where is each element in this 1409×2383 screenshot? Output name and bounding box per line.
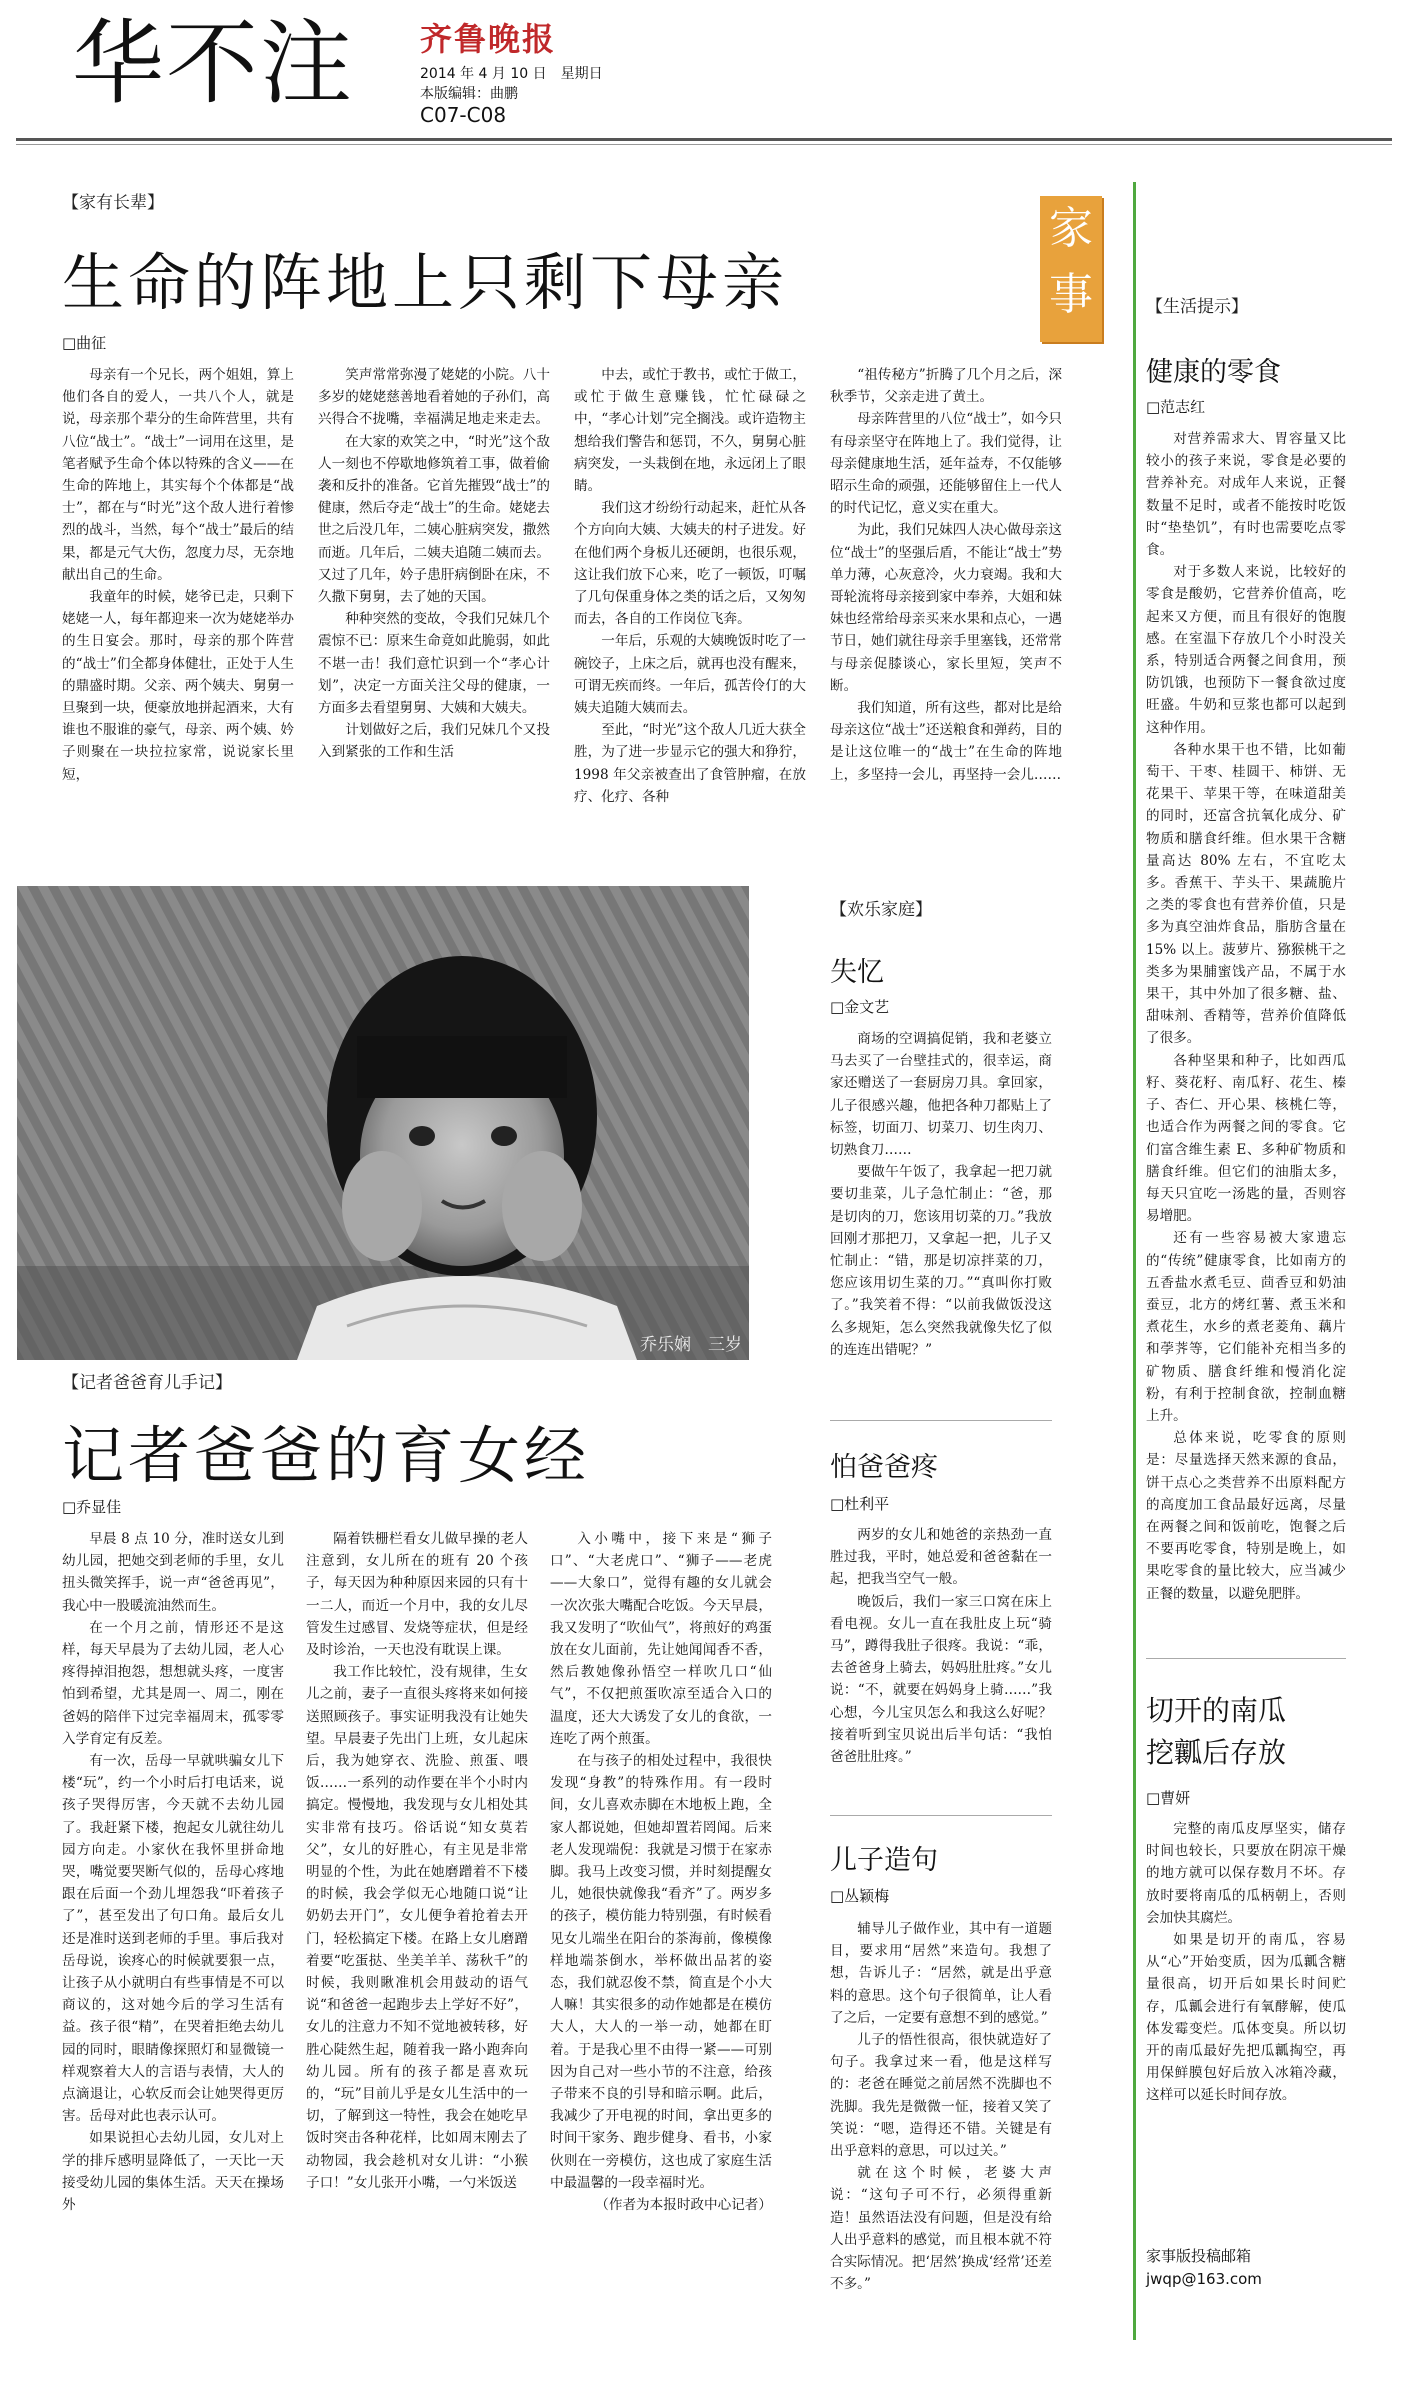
headline-line: 切开的南瓜 — [1146, 1694, 1287, 1727]
article-column — [830, 364, 1062, 870]
paragraph: 辅导儿子做作业，其中有一道题目，要求用“居然”来造句。我想了想，告诉儿子：“居然，就是出乎意料的意思。这个句子很简单，让人看了之后，一定要有意想不到的感觉。” — [830, 1921, 1052, 2026]
section-tag: 【欢乐家庭】 — [830, 900, 932, 920]
headline: 失忆 — [830, 957, 884, 988]
article-column — [830, 1524, 1052, 1814]
paragraph: 总体来说，吃零食的原则是：尽量选择天然来源的食品，饼干点心之类营养不出原料配方的高度加工食品最好远离，尽量在两餐之间和饭前吃，饱餐之后不要再吃零食，特别是晚上，如果吃零食的量比较大，应当减少正餐的数量，以避免肥胖。 — [1146, 1430, 1346, 1602]
paragraph: 在一个月之前，情形还不是这样，每天早晨为了去幼儿园，老人心疼得掉泪抱怨，想想就头疼，一度害怕到希望，尤其是周一、周二，刚在爸妈的陪伴下过完幸福周末，孤零零入学育定有反差。 — [62, 1619, 284, 1747]
byline: □曲征 — [62, 334, 107, 352]
child-photo — [17, 886, 749, 1360]
article-column — [830, 1918, 1052, 2338]
paragraph: 为此，我们兄妹四人决心做母亲这位“战士”的坚强后盾，不能让“战士”势单力薄，心灰意冷，火力衰竭。我和大哥轮流将母亲接到家中奉养，大姐和妹妹也经常给母亲买来水果和点心，一遇节日，她们就往母亲手里塞钱，还常常与母亲促膝谈心，家长里短，笑声不断。 — [830, 522, 1062, 694]
headline-line: 挖瓤后存放 — [1146, 1736, 1287, 1769]
paragraph: 如果是切开的南瓜，容易从“心”开始变质，因为瓜瓤含糖量很高，切开后如果长时间贮存，瓜瓤会进行有氧酵解，使瓜体发霉变烂。瓜体变臭。所以切开的南瓜最好先把瓜瓤掏空，再用保鲜膜包好后放入冰箱冷藏，这样可以延长时间存放。 — [1146, 1932, 1346, 2104]
submission-email[interactable]: jwqp@163.com — [1146, 2270, 1262, 2288]
headline: 健康的零食 — [1146, 357, 1281, 388]
section-tag: 【记者爸爸育儿手记】 — [62, 1373, 232, 1393]
paragraph: 一年后，乐观的大姨晚饭时吃了一碗饺子，上床之后，就再也没有醒来，可谓无疾而终。一年后，孤苦伶仃的大姨夫追随大姨而去。 — [574, 633, 806, 717]
photo-caption: 乔乐娴 三岁 — [640, 1335, 742, 1355]
masthead-rule-thin — [16, 144, 1392, 145]
article-divider — [830, 1420, 1052, 1421]
article-divider — [830, 1815, 1052, 1816]
newspaper-logo: 齐鲁晚报 — [420, 20, 557, 58]
paragraph: 母亲有一个兄长，两个姐姐，算上他们各自的爱人，一共八个人，就是说，母亲那个辈分的生命阵营里，共有八位“战士”。“战士”一词用在这里，是笔者赋予生命个体以特殊的含义——在生命的阵地上，其实每个个体都是“战士”，都在与“时光”这个敌人进行着惨烈的战斗，当然，每个“战士”最后的结果，都是元气大伤，忽度力尽，无奈地献出自己的生命。 — [62, 367, 294, 583]
article-column — [1146, 1818, 1346, 2210]
paragraph: 就在这个时候，老婆大声说：“这句子可不行，必须得重新造！虽然语法没有问题，但是没有给人出乎意料的感觉，而且根本就不符合实际情况。把‘居然’换成‘经常’还差不多。” — [830, 2165, 1052, 2293]
paragraph: 各种坚果和种子，比如西瓜籽、葵花籽、南瓜籽、花生、榛子、杏仁、开心果、核桃仁等，也适合作为两餐之间的零食。它们富含维生素 E、多种矿物质和膳食纤维。但它们的油脂太多，每天只宜吃一汤匙的量，否则容易增肥。 — [1146, 1052, 1346, 1225]
masthead-rule — [16, 138, 1392, 141]
paragraph: 母亲阵营里的八位“战士”，如今只有母亲坚守在阵地上了。我们觉得，让母亲健康地生活，延年益寿，不仅能够昭示生命的顽强，还能够留住上一代人的时代记忆，意义实在重大。 — [830, 411, 1062, 517]
stamp-char: 事 — [1049, 269, 1093, 320]
paragraph: 商场的空调搞促销，我和老婆立马去买了一台壁挂式的，很幸运，商家还赠送了一套厨房刀具。拿回家，儿子很感兴趣，他把各种刀都贴上了标签，切面刀、切菜刀、切生肉刀、切熟食刀…… — [830, 1031, 1052, 1159]
page-editor: 本版编辑：曲鹏 — [420, 86, 518, 102]
paragraph: 入小嘴中，接下来是“狮子口”、“大老虎口”、“狮子——老虎——大象口”，觉得有趣的女儿就会一次次张大嘴配合吃饭。今天早晨，我又发明了“吹仙气”，将煎好的鸡蛋放在女儿面前，先让她闻闻香不香，然后教她像孙悟空一样吹几口“仙气”，不仅把煎蛋吹凉至适合入口的温度，还大大诱发了女儿的食欲，一连吃了两个煎蛋。 — [550, 1531, 772, 1747]
paragraph: 计划做好之后，我们兄妹几个又投入到紧张的工作和生活 — [318, 722, 550, 761]
article-column — [550, 1528, 772, 2338]
page-numbers: C07-C08 — [420, 103, 507, 127]
paragraph: 种种突然的变故，令我们兄妹几个震惊不已：原来生命竟如此脆弱，如此不堪一击！我们意忙识到一个“孝心计划”，决定一方面关注父母的健康，一方面多去看望舅舅、大姨和大姨夫。 — [318, 611, 550, 717]
paragraph: 早晨 8 点 10 分，准时送女儿到幼儿园，把她交到老师的手里，女儿扭头微笑挥手，说一声“爸爸再见”，我心中一股暖流油然而生。 — [62, 1531, 284, 1614]
paragraph: 儿子的悟性很高，很快就造好了句子。我拿过来一看，他是这样写的：老爸在睡觉之前居然不洗脚也不洗脚。我先是微微一怔，接着又笑了笑说：“嗯，造得还不错。关键是有出乎意料的意思，可以过关。” — [830, 2032, 1052, 2160]
paragraph: 对于多数人来说，比较好的零食是酸奶，它营养价值高，吃起来又方便，而且有很好的饱腹感。在室温下存放几个小时没关系，特别适合两餐之间食用，预防饥饿，也预防下一餐食欲过度旺盛。牛奶和豆浆也都可以起到这种作用。 — [1146, 564, 1346, 736]
paragraph: “祖传秘方”折腾了几个月之后，深秋季节，父亲走进了黄土。 — [830, 367, 1062, 406]
paragraph: 至此，“时光”这个敌人几近大获全胜，为了进一步显示它的强大和狰狞，1998 年父亲被查出了食管肿瘤，在放疗、化疗、各种 — [574, 722, 806, 805]
section-stamp — [1040, 196, 1102, 342]
article-column — [62, 364, 294, 870]
paragraph: 还有一些容易被大家遗忘的“传统”健康零食，比如南方的五香盐水煮毛豆、茴香豆和奶油蚕豆，北方的烤红薯、煮玉米和煮花生，水乡的煮老菱角、藕片和荸荠等，它们能补充相当多的矿物质、膳食纤维和慢消化淀粉，有利于控制食欲，控制血糖上升。 — [1146, 1230, 1346, 1424]
sidebar-divider — [1133, 182, 1136, 2340]
article-column — [574, 364, 806, 870]
byline: □范志红 — [1146, 398, 1206, 416]
paragraph: 晚饭后，我们一家三口窝在床上看电视。女儿一直在我肚皮上玩“骑马”，蹲得我肚子很疼。我说：“乖，去爸爸身上骑去，妈妈肚肚疼。”女儿说：“不，就要在妈妈身上骑……”我心想，今儿宝贝怎么和我这么好呢？接着听到宝贝说出后半句话：“我怕爸爸肚肚疼。” — [830, 1593, 1052, 1766]
paragraph: 我童年的时候，姥爷已走，只剩下姥姥一人，每年都迎来一次为姥姥举办的生日宴会。那时，母亲的那个阵营的“战士”们全都身体健壮，正处于人生的鼎盛时期。父亲、两个姨夫、舅舅一旦聚到一块，便豪放地拼起酒来，大有谁也不服谁的豪气，母亲、两个姨、妗子则聚在一块拉拉家常，说说家长里短， — [62, 589, 294, 783]
article-column — [62, 1528, 284, 2338]
byline: □金文艺 — [830, 998, 890, 1016]
paragraph: 各种水果干也不错，比如葡萄干、干枣、桂圆干、柿饼、无花果干、苹果干等，在味道甜美的同时，还富含抗氧化成分、矿物质和膳食纤维。但水果干含糖量高达 80% 左右，不宜吃太多。香蕉干、芋头干、果蔬脆片之类的零食也有营养价值，只是多为真空油炸食品，脂肪含量在 15% 以上。菠萝片、猕猴桃干之类多为果脯蜜饯产品，不属于水果干，其中外加了很多糖、盐、甜味剂、香精等，营养价值降低了很多。 — [1146, 741, 1346, 1047]
headline: 儿子造句 — [830, 1845, 938, 1876]
headline: 记者爸爸的育女经 — [62, 1419, 591, 1492]
byline: □曹妍 — [1146, 1789, 1191, 1807]
paragraph: 在大家的欢笑之中，“时光”这个敌人一刻也不停歇地修筑着工事，做着偷袭和反扑的准备。它首先摧毁“战士”的健康，然后夺走“战士”的生命。姥姥去世之后没几年，二姨心脏病突发，撒然而逝。几年后，二姨夫追随二姨而去。又过了几年，妗子患肝病倒卧在床，不久撒下舅舅，去了她的天国。 — [318, 433, 550, 606]
paragraph: 完整的南瓜皮厚坚实，储存时间也较长，只要放在阴凉干燥的地方就可以保存数月不坏。存放时要将南瓜的瓜柄朝上，否则会加快其腐烂。 — [1146, 1821, 1346, 1926]
byline: □杜利平 — [830, 1495, 890, 1513]
paragraph: 对营养需求大、胃容量又比较小的孩子来说，零食是必要的营养补充。对成年人来说，正餐数量不足时，或者不能按时吃饭时“垫垫饥”，有时也需要吃点零食。 — [1146, 431, 1346, 559]
section-tag: 【家有长辈】 — [62, 193, 164, 213]
paragraph: 中去，或忙于教书，或忙于做工，或忙于做生意赚钱，忙忙碌碌之中，“孝心计划”完全搁浅。或许造物主想给我们警告和惩罚，不久，舅舅心脏病突发，一头栽倒在地，永远闭上了眼睛。 — [574, 367, 806, 495]
article-column — [318, 364, 550, 870]
article-divider — [1146, 1658, 1346, 1659]
paragraph: 两岁的女儿和她爸的亲热劲一直胜过我，平时，她总爱和爸爸黏在一起，把我当空气一般。 — [830, 1527, 1052, 1588]
paragraph: 有一次，岳母一早就哄骗女儿下楼“玩”，约一个小时后打电话来，说孩子哭得厉害，今天就不去幼儿园了。我赶紧下楼，抱起女儿就往幼儿园方向走。小家伙在我怀里拼命地哭，嘴觉要哭断气似的，岳母心疼地跟在后面一个劲儿埋怨我“吓着孩子了”，甚至发出了句口角。最后女儿还是准时送到老师的手里。事后我对岳母说，诶疼心的时候就要狠一点，让孩子从小就明白有些事情是不可以商议的，这对她今后的学习生活有益。孩子很“精”，在哭着拒绝去幼儿园的同时，眼睛像探照灯和显微镜一样观察着大人的言语与表情，大人的点滴退让，心软反而会让她哭得更厉害。岳母对此也表示认可。 — [62, 1753, 284, 2125]
issue-date: 2014 年 4 月 10 日 星期日 — [420, 66, 603, 82]
article-column — [306, 1528, 528, 2338]
page-title: 华不注 — [72, 10, 355, 117]
byline: □丛颖梅 — [830, 1887, 890, 1905]
paragraph: 隔着铁栅栏看女儿做早操的老人注意到，女儿所在的班有 20 个孩子，每天因为种种原因来园的只有十一二人，而近一个月中，我的女儿尽管发生过感冒、发烧等症状，但是经及时诊治，一天也没有耽误上课。 — [306, 1531, 528, 1659]
paragraph: 在与孩子的相处过程中，我很快发现“身教”的特殊作用。有一段时间，女儿喜欢赤脚在木地板上跑，全家人都说她，但她却置若罔闻。后来老人发现端倪：我就是习惯于在家赤脚。我马上改变习惯，并时刻提醒女儿，她很快就像我“看齐”了。两岁多的孩子，模仿能力特别强，有时候看见女儿端坐在阳台的茶海前，像模像样地端茶倒水，举杯做出品茗的姿态，我们就忍俊不禁，简直是个小大人嘛！其实很多的动作她都是在模仿大人，大人的一举一动，她都在盯着。于是我心里不由得一紧——可别因为自己对一些小节的不注意，给孩子带来不良的引导和暗示啊。此后，我减少了开电视的时间，拿出更多的时间干家务、跑步健身、看书，小家伙则在一旁模仿，这也成了家庭生活中最温馨的一段幸福时光。 — [550, 1753, 772, 2191]
article-column — [1146, 428, 1346, 1636]
article-column — [830, 1028, 1052, 1418]
headline: 生命的阵地上只剩下母亲 — [62, 246, 789, 319]
headline — [1146, 1690, 1286, 1774]
paragraph: 如果说担心去幼儿园，女儿对上学的排斥感明显降低了，一天比一天接受幼儿园的集体生活。天天在操场外 — [62, 2130, 284, 2214]
paragraph: （作者为本报时政中心记者） — [595, 2197, 772, 2214]
paragraph: 我工作比较忙，没有规律，生女儿之前，妻子一直很头疼将来如何接送照顾孩子。事实证明我没有让她失望。早晨妻子先出门上班，女儿起床后，我为她穿衣、洗脸、煎蛋、喂饭……一系列的动作要在半个小时内搞定。慢慢地，我发现与女儿相处其实非常有技巧。俗话说“知女莫若父”，女儿的好胜心，有主见是非常明显的个性，为此在她磨蹭着不下楼的时候，我会学似无心地随口说“让奶奶去开门”，女儿便争着抢着去开门，轻松搞定下楼。在路上女儿磨蹭着要“吃蛋挞、坐美羊羊、荡秋千”的时候，我则瞅准机会用鼓动的语气说“和爸爸一起跑步去上学好不好”，女儿的注意力不知不觉地被转移，好胜心陡然生起，随着我一路小跑奔向幼儿园。所有的孩子都是喜欢玩的，“玩”目前儿乎是女儿生活中的一切，了解到这一特性，我会在她吃早饭时突击各种花样，比如周末刚去了动物园，我会趁机对女儿讲：“小猴子口！”女儿张开小嘴，一勺米饭送 — [306, 1664, 528, 2191]
photo-image — [17, 886, 749, 1360]
paragraph: 笑声常常弥漫了姥姥的小院。八十多岁的姥姥慈善地看着她的子孙们，高兴得合不拢嘴，幸福满足地走来走去。 — [318, 367, 550, 428]
byline: □乔显佳 — [62, 1498, 122, 1516]
paragraph: 要做午午饭了，我拿起一把刀就要切韭菜，儿子急忙制止：“爸，那是切肉的刀，您该用切菜的刀。”我放回刚才那把刀，又拿起一把，儿子又忙制止：“错，那是切凉拌菜的刀，您应该用切生菜的刀。”“真叫你打败了。”我笑着不得：“以前我做饭没这么多规矩，怎么突然我就像失忆了似的连连出错呢？” — [830, 1164, 1052, 1358]
headline: 怕爸爸疼 — [830, 1452, 938, 1483]
section-tag: 【生活提示】 — [1146, 297, 1248, 317]
stamp-char: 家 — [1049, 203, 1093, 254]
paragraph: 我们知道，所有这些，都对比是给母亲这位“战士”还送粮食和弹药，目的是让这位唯一的“战士”在生命的阵地上，多坚持一会儿，再坚持一会儿…… — [830, 700, 1062, 783]
submission-label: 家事版投稿邮箱 — [1146, 2247, 1252, 2265]
paragraph: 我们这才纷纷行动起来，赶忙从各个方向向大姨、大姨夫的村子进发。好在他们两个身板儿还硬朗，也很乐观，这让我们放下心来，吃了一顿饭，叮嘱了几句保重身体之类的话之后，又匆匆而去，各自的工作岗位飞奔。 — [574, 500, 806, 628]
